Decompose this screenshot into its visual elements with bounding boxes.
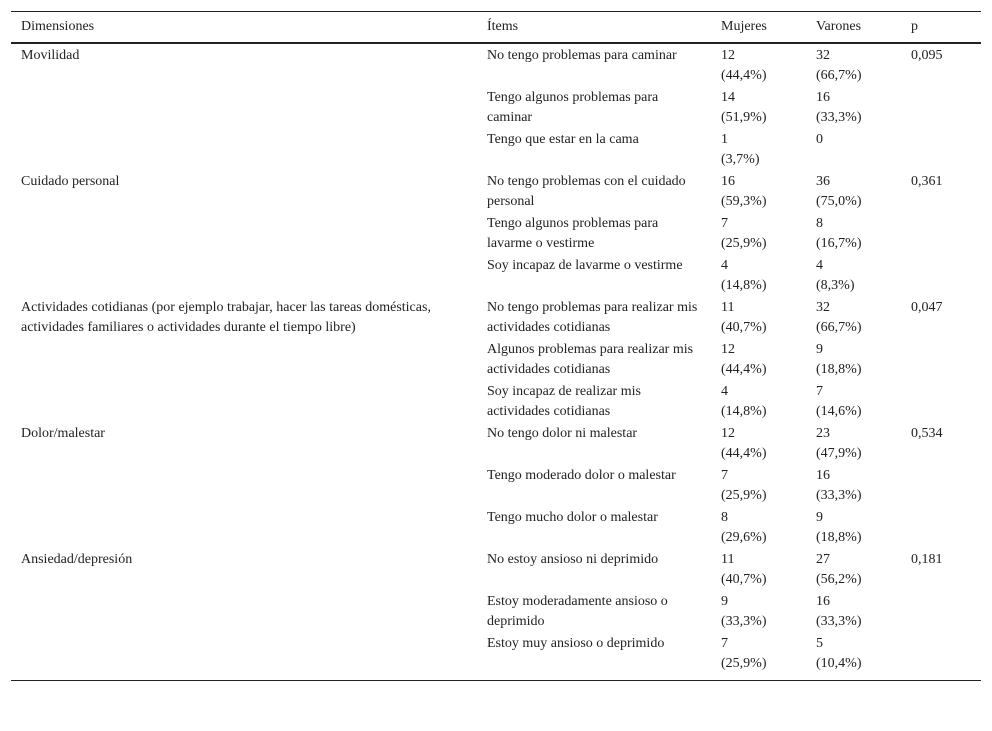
men-cell-count: 5 (816, 636, 823, 651)
women-cell (711, 339, 806, 381)
table-body (11, 43, 981, 681)
men-cell (806, 381, 901, 423)
men-cell-percent: (10,4%) (816, 656, 862, 671)
women-cell-percent: (40,7%) (721, 572, 767, 587)
men-cell-percent: (33,3%) (816, 488, 862, 503)
men-cell-count: 27 (816, 552, 830, 567)
men-cell-percent: (56,2%) (816, 572, 862, 587)
p-value-cell: 0,181 (911, 552, 943, 567)
women-cell-count: 8 (721, 510, 728, 525)
women-cell (711, 465, 806, 507)
item-cell: Tengo que estar en la cama (487, 132, 639, 147)
p-value-cell-empty (901, 129, 981, 171)
dimension-cell-empty (11, 255, 477, 297)
dimension-cell-empty (11, 465, 477, 507)
item-cell: No tengo problemas para realizar mis actividades cotidianas (487, 300, 698, 335)
women-cell (711, 87, 806, 129)
table-row (11, 423, 981, 465)
men-cell (806, 591, 901, 633)
men-cell-percent: (8,3%) (816, 278, 855, 293)
header-women: Mujeres (711, 12, 806, 44)
men-cell-percent: (33,3%) (816, 110, 862, 125)
dimension-cell-empty (11, 591, 477, 633)
men-cell (806, 423, 901, 465)
table-row (11, 255, 981, 297)
women-cell (711, 591, 806, 633)
men-cell-percent: (18,8%) (816, 362, 862, 377)
men-cell (806, 87, 901, 129)
men-cell-percent: (66,7%) (816, 320, 862, 335)
women-cell-count: 7 (721, 468, 728, 483)
men-cell-percent: (75,0%) (816, 194, 862, 209)
men-cell-count: 9 (816, 342, 823, 357)
dimension-cell: Cuidado personal (21, 174, 120, 189)
men-cell-percent: (66,7%) (816, 68, 862, 83)
men-cell-count: 32 (816, 300, 830, 315)
women-cell (711, 255, 806, 297)
table-row (11, 465, 981, 507)
table-header (11, 12, 981, 44)
men-cell-percent: (47,9%) (816, 446, 862, 461)
men-cell-count: 0 (816, 132, 823, 147)
item-cell: Soy incapaz de realizar mis actividades cotidianas (487, 384, 641, 419)
women-cell (711, 423, 806, 465)
women-cell (711, 381, 806, 423)
women-cell-percent: (3,7%) (721, 152, 760, 167)
dimension-cell: Ansiedad/depresión (21, 552, 133, 567)
eq5d-table (11, 11, 981, 681)
women-cell-count: 12 (721, 342, 735, 357)
p-value-cell-empty (901, 591, 981, 633)
women-cell-count: 4 (721, 384, 728, 399)
women-cell (711, 549, 806, 591)
women-cell-percent: (25,9%) (721, 656, 767, 671)
p-value-cell-empty (901, 465, 981, 507)
women-cell-count: 11 (721, 300, 735, 315)
women-cell-count: 4 (721, 258, 728, 273)
men-cell (806, 633, 901, 681)
men-cell-count: 9 (816, 510, 823, 525)
women-cell (711, 297, 806, 339)
item-cell: Algunos problemas para realizar mis actividades cotidianas (487, 342, 694, 377)
table-row (11, 43, 981, 87)
men-cell-count: 16 (816, 90, 830, 105)
men-cell-percent: (14,6%) (816, 404, 862, 419)
p-value-cell-empty (901, 633, 981, 681)
men-cell-count: 32 (816, 48, 830, 63)
item-cell: No estoy ansioso ni deprimido (487, 552, 659, 567)
item-cell: Estoy moderadamente ansioso o deprimido (487, 594, 668, 629)
dimension-cell: Actividades cotidianas (por ejemplo trabajar, hacer las tareas domésticas, actividades familiares o actividades durante el tiempo libre) (21, 300, 431, 335)
women-cell-percent: (44,4%) (721, 446, 767, 461)
men-cell-count: 16 (816, 594, 830, 609)
men-cell (806, 549, 901, 591)
men-cell-count: 23 (816, 426, 830, 441)
table-container (11, 11, 981, 681)
men-cell (806, 129, 901, 171)
p-value-cell-empty (901, 255, 981, 297)
dimension-cell-empty (11, 507, 477, 549)
men-cell (806, 507, 901, 549)
women-cell (711, 507, 806, 549)
table-row (11, 87, 981, 129)
men-cell (806, 43, 901, 87)
women-cell-percent: (25,9%) (721, 488, 767, 503)
table-row (11, 381, 981, 423)
women-cell-percent: (44,4%) (721, 362, 767, 377)
women-cell-count: 12 (721, 48, 735, 63)
table-row (11, 297, 981, 339)
p-value-cell: 0,361 (911, 174, 943, 189)
item-cell: Tengo mucho dolor o malestar (487, 510, 658, 525)
women-cell-count: 16 (721, 174, 735, 189)
p-value-cell-empty (901, 87, 981, 129)
p-value-cell-empty (901, 339, 981, 381)
women-cell (711, 171, 806, 213)
item-cell: Tengo algunos problemas para lavarme o vestirme (487, 216, 659, 251)
header-items: Ítems (477, 12, 711, 44)
women-cell (711, 633, 806, 681)
table-row (11, 171, 981, 213)
women-cell (711, 43, 806, 87)
dimension-cell-empty (11, 381, 477, 423)
men-cell-percent: (33,3%) (816, 614, 862, 629)
women-cell-count: 12 (721, 426, 735, 441)
dimension-cell-empty (11, 213, 477, 255)
p-value-cell: 0,047 (911, 300, 943, 315)
item-cell: Estoy muy ansioso o deprimido (477, 633, 711, 681)
women-cell (711, 213, 806, 255)
women-cell-percent: (44,4%) (721, 68, 767, 83)
men-cell (806, 213, 901, 255)
women-cell-percent: (59,3%) (721, 194, 767, 209)
women-cell-count: 11 (721, 552, 735, 567)
women-cell-count: 7 (721, 216, 728, 231)
p-value-cell-empty (901, 507, 981, 549)
table-row (11, 507, 981, 549)
women-cell-count: 1 (721, 132, 728, 147)
men-cell-count: 8 (816, 216, 823, 231)
women-cell-count: 14 (721, 90, 735, 105)
item-cell: No tengo problemas con el cuidado personal (487, 174, 686, 209)
women-cell-percent: (51,9%) (721, 110, 767, 125)
table-row (11, 591, 981, 633)
table-row (11, 213, 981, 255)
men-cell-count: 7 (816, 384, 823, 399)
header-p: p (901, 12, 981, 44)
women-cell (711, 129, 806, 171)
women-cell-percent: (14,8%) (721, 278, 767, 293)
item-cell: Tengo moderado dolor o malestar (487, 468, 676, 483)
header-dimensions: Dimensiones (11, 12, 477, 44)
women-cell-percent: (14,8%) (721, 404, 767, 419)
item-cell: Soy incapaz de lavarme o vestirme (487, 258, 683, 273)
men-cell-percent: (18,8%) (816, 530, 862, 545)
women-cell-count: 7 (721, 636, 728, 651)
item-cell: No tengo problemas para caminar (487, 48, 677, 63)
dimension-cell-empty (11, 339, 477, 381)
men-cell (806, 465, 901, 507)
dimension-cell-empty (11, 633, 477, 681)
women-cell-count: 9 (721, 594, 728, 609)
p-value-cell: 0,534 (911, 426, 943, 441)
table-row (11, 633, 981, 681)
men-cell-count: 4 (816, 258, 823, 273)
item-cell: Tengo algunos problemas para caminar (487, 90, 659, 125)
table-row (11, 339, 981, 381)
women-cell-percent: (25,9%) (721, 236, 767, 251)
dimension-cell-empty (11, 129, 477, 171)
men-cell-count: 16 (816, 468, 830, 483)
men-cell (806, 171, 901, 213)
p-value-cell-empty (901, 381, 981, 423)
men-cell-percent: (16,7%) (816, 236, 862, 251)
table-row (11, 549, 981, 591)
women-cell-percent: (29,6%) (721, 530, 767, 545)
table-row (11, 129, 981, 171)
dimension-cell: Movilidad (21, 48, 80, 63)
men-cell (806, 255, 901, 297)
item-cell: No tengo dolor ni malestar (487, 426, 638, 441)
p-value-cell: 0,095 (911, 48, 943, 63)
men-cell (806, 339, 901, 381)
p-value-cell-empty (901, 213, 981, 255)
dimension-cell: Dolor/malestar (21, 426, 105, 441)
dimension-cell-empty (11, 87, 477, 129)
header-row (11, 12, 981, 44)
header-men: Varones (806, 12, 901, 44)
women-cell-percent: (33,3%) (721, 614, 767, 629)
women-cell-percent: (40,7%) (721, 320, 767, 335)
men-cell-count: 36 (816, 174, 830, 189)
men-cell (806, 297, 901, 339)
